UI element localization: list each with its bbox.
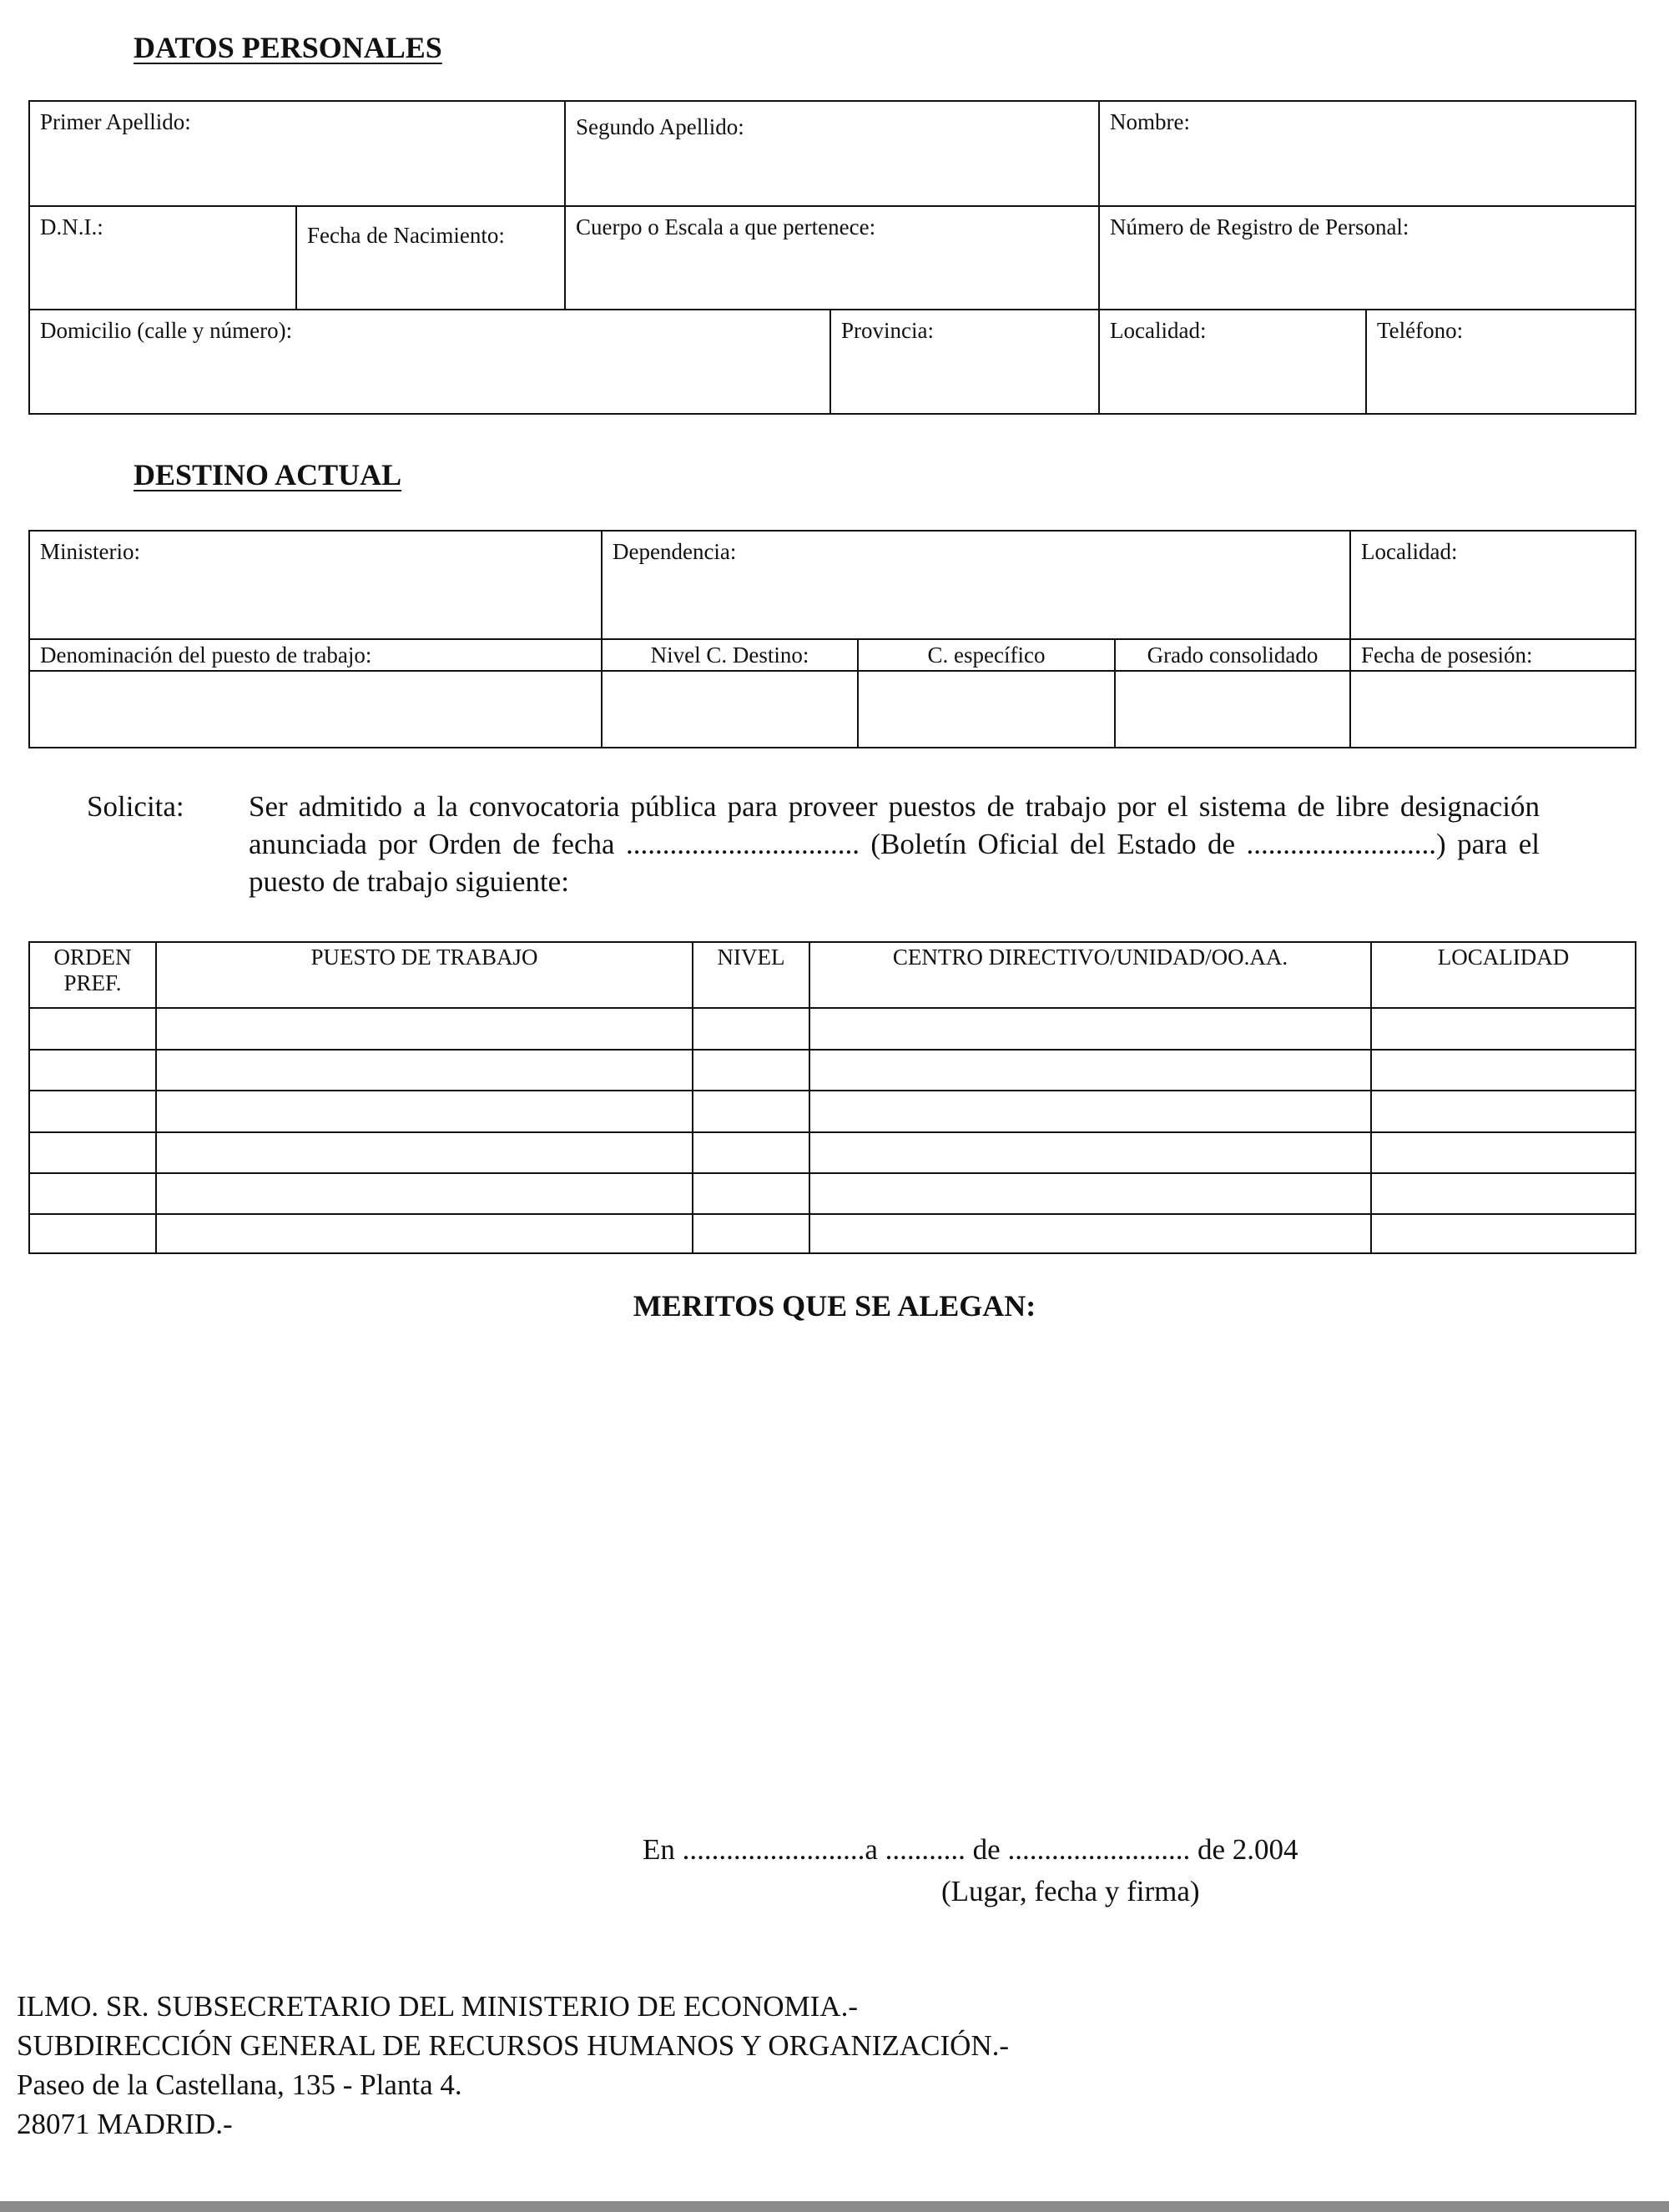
centro-cell[interactable] bbox=[809, 1173, 1371, 1214]
fecha-nacimiento-field[interactable] bbox=[296, 206, 565, 310]
destino-localidad-label: Localidad: bbox=[1361, 539, 1458, 564]
fecha-nacimiento-label: Fecha de Nacimiento: bbox=[307, 223, 505, 248]
nivel-cell[interactable] bbox=[693, 1050, 809, 1091]
centro-cell[interactable] bbox=[809, 1091, 1371, 1132]
table-row bbox=[29, 1214, 1636, 1253]
nivel-cell[interactable] bbox=[693, 1091, 809, 1132]
destinatario-line-1: ILMO. SR. SUBSECRETARIO DEL MINISTERIO DE ECONOMIA.- bbox=[17, 1990, 858, 2023]
localidad-field[interactable] bbox=[1099, 310, 1366, 414]
lugar-fecha-caption: (Lugar, fecha y firma) bbox=[941, 1875, 1200, 1907]
puesto-cell[interactable] bbox=[156, 1173, 693, 1214]
cuerpo-escala-label: Cuerpo o Escala a que pertenece: bbox=[576, 214, 876, 239]
solicita-label: Solicita: bbox=[87, 790, 184, 823]
registro-personal-field[interactable] bbox=[1099, 206, 1636, 310]
localidad-header: LOCALIDAD bbox=[1371, 942, 1636, 1008]
puesto-cell[interactable] bbox=[156, 1050, 693, 1091]
orden-cell[interactable] bbox=[29, 1091, 156, 1132]
localidad-cell[interactable] bbox=[1371, 1173, 1636, 1214]
nombre-field[interactable] bbox=[1099, 101, 1636, 206]
domicilio-field[interactable] bbox=[29, 310, 830, 414]
datos-personales-heading: DATOS PERSONALES bbox=[134, 31, 442, 64]
ministerio-label: Ministerio: bbox=[40, 539, 140, 564]
primer-apellido-label: Primer Apellido: bbox=[40, 109, 191, 134]
denominacion-puesto-label: Denominación del puesto de trabajo: bbox=[29, 639, 602, 671]
datos-personales-table bbox=[28, 100, 1636, 415]
puesto-cell[interactable] bbox=[156, 1008, 693, 1050]
localidad-label: Localidad: bbox=[1110, 318, 1207, 343]
domicilio-label: Domicilio (calle y número): bbox=[40, 318, 293, 343]
primer-apellido-field[interactable] bbox=[29, 101, 565, 206]
localidad-cell[interactable] bbox=[1371, 1008, 1636, 1050]
meritos-heading: MERITOS QUE SE ALEGAN: bbox=[633, 1289, 1036, 1323]
orden-pref-header: ORDEN PREF. bbox=[29, 942, 156, 1008]
table-row bbox=[29, 1008, 1636, 1050]
table-row bbox=[29, 1173, 1636, 1214]
centro-cell[interactable] bbox=[809, 1132, 1371, 1173]
destinatario-line-4: 28071 MADRID.- bbox=[17, 2108, 233, 2140]
localidad-cell[interactable] bbox=[1371, 1132, 1636, 1173]
localidad-cell[interactable] bbox=[1371, 1214, 1636, 1253]
orden-cell[interactable] bbox=[29, 1173, 156, 1214]
nombre-label: Nombre: bbox=[1110, 109, 1190, 134]
destino-actual-table bbox=[28, 530, 1636, 748]
denominacion-puesto-field[interactable] bbox=[29, 671, 602, 748]
dni-label: D.N.I.: bbox=[40, 214, 103, 239]
nivel-cell[interactable] bbox=[693, 1214, 809, 1253]
lugar-fecha-line: En .........................a ........... de ......................... de 2.004 bbox=[643, 1833, 1298, 1866]
segundo-apellido-label: Segundo Apellido: bbox=[576, 114, 744, 139]
segundo-apellido-field[interactable] bbox=[565, 101, 1099, 206]
puesto-cell[interactable] bbox=[156, 1091, 693, 1132]
table-row bbox=[29, 1132, 1636, 1173]
scan-edge bbox=[0, 2201, 1669, 2212]
orden-cell[interactable] bbox=[29, 1132, 156, 1173]
fecha-posesion-label: Fecha de posesión: bbox=[1350, 639, 1636, 671]
provincia-label: Provincia: bbox=[841, 318, 934, 343]
table-row bbox=[29, 1050, 1636, 1091]
centro-directivo-header: CENTRO DIRECTIVO/UNIDAD/OO.AA. bbox=[809, 942, 1371, 1008]
ministerio-field[interactable] bbox=[29, 531, 602, 639]
nivel-cell[interactable] bbox=[693, 1173, 809, 1214]
puestos-table bbox=[28, 941, 1636, 1254]
puesto-cell[interactable] bbox=[156, 1214, 693, 1253]
table-row bbox=[29, 1091, 1636, 1132]
destino-actual-heading: DESTINO ACTUAL bbox=[134, 458, 402, 491]
registro-personal-label: Número de Registro de Personal: bbox=[1110, 214, 1409, 239]
puesto-cell[interactable] bbox=[156, 1132, 693, 1173]
provincia-field[interactable] bbox=[830, 310, 1099, 414]
localidad-cell[interactable] bbox=[1371, 1050, 1636, 1091]
dependencia-label: Dependencia: bbox=[613, 539, 737, 564]
orden-cell[interactable] bbox=[29, 1214, 156, 1253]
orden-cell[interactable] bbox=[29, 1008, 156, 1050]
nivel-cell[interactable] bbox=[693, 1008, 809, 1050]
telefono-label: Teléfono: bbox=[1377, 318, 1464, 343]
nivel-header: NIVEL bbox=[693, 942, 809, 1008]
nivel-cell[interactable] bbox=[693, 1132, 809, 1173]
complemento-especifico-label: C. específico bbox=[858, 639, 1115, 671]
grado-consolidado-field[interactable] bbox=[1115, 671, 1350, 748]
centro-cell[interactable] bbox=[809, 1214, 1371, 1253]
centro-cell[interactable] bbox=[809, 1050, 1371, 1091]
puesto-trabajo-header: PUESTO DE TRABAJO bbox=[156, 942, 693, 1008]
nivel-destino-field[interactable] bbox=[602, 671, 858, 748]
destinatario-line-2: SUBDIRECCIÓN GENERAL DE RECURSOS HUMANOS Y ORGANIZACIÓN.- bbox=[17, 2029, 1010, 2062]
orden-cell[interactable] bbox=[29, 1050, 156, 1091]
destino-localidad-field[interactable] bbox=[1350, 531, 1636, 639]
dni-field[interactable] bbox=[29, 206, 296, 310]
dependencia-field[interactable] bbox=[602, 531, 1350, 639]
telefono-field[interactable] bbox=[1366, 310, 1636, 414]
meritos-area[interactable] bbox=[28, 1335, 1635, 1802]
nivel-destino-label: Nivel C. Destino: bbox=[602, 639, 858, 671]
cuerpo-escala-field[interactable] bbox=[565, 206, 1099, 310]
centro-cell[interactable] bbox=[809, 1008, 1371, 1050]
solicita-text: Ser admitido a la convocatoria pública para proveer puestos de trabajo por el sistema de libre designación anunciada por Orden de fecha ................................ (Boletín Oficial del Estado de ..........................) para el puesto de trabajo siguiente: bbox=[249, 790, 1540, 898]
fecha-posesion-field[interactable] bbox=[1350, 671, 1636, 748]
grado-consolidado-label: Grado consolidado bbox=[1115, 639, 1350, 671]
destinatario-line-3: Paseo de la Castellana, 135 - Planta 4. bbox=[17, 2068, 462, 2101]
localidad-cell[interactable] bbox=[1371, 1091, 1636, 1132]
complemento-especifico-field[interactable] bbox=[858, 671, 1115, 748]
